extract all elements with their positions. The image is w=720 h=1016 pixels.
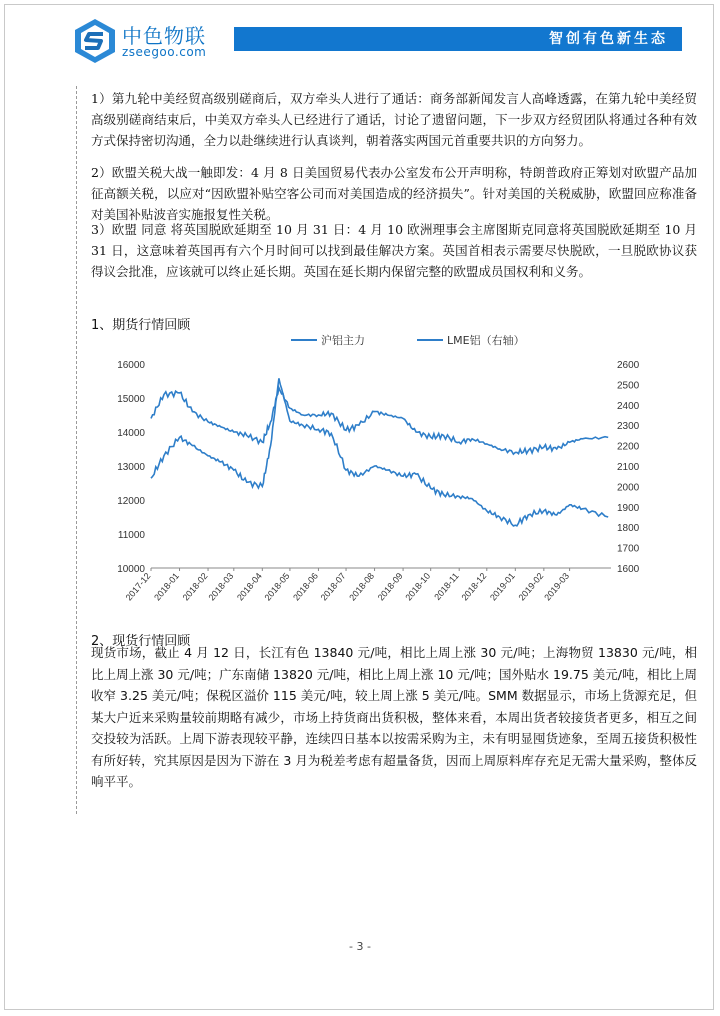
news-item-1: 1）第九轮中美经贸高级别磋商后，双方牵头人进行了通话：商务部新闻发言人高峰透露，在第九轮中美经贸高级别磋商结束后，中美双方牵头人已经进行了通话，讨论了遗留问题，下一步双方经贸团队将通过各种有效方式保持密切沟通，全力以赴继续进行认真谈判，朝着落实两国元首重要共识的方向努力。 — [91, 91, 697, 148]
y-right-tick-label: 2000 — [617, 482, 640, 494]
y-left-tick-label: 15000 — [117, 394, 145, 405]
y-right-tick-label: 2100 — [617, 462, 640, 473]
x-tick-label: 2018-06 — [291, 570, 320, 603]
y-left-tick-label: 14000 — [117, 428, 145, 439]
y-right-tick-label: 1900 — [617, 502, 640, 514]
x-tick-label: 2018-07 — [318, 570, 348, 603]
section-title-futures: 1、期货行情回顾 — [91, 318, 191, 333]
x-tick-label: 2019-03 — [542, 570, 572, 603]
x-tick-label: 2019-02 — [516, 570, 546, 603]
futures-chart — [91, 328, 651, 608]
series-line-shfe — [151, 388, 608, 454]
y-right-tick-label: 2600 — [617, 360, 640, 371]
y-right-tick-label: 1700 — [617, 543, 640, 555]
logo-text-en: zseegoo.com — [122, 45, 207, 59]
y-right-tick-label: 1800 — [617, 523, 640, 535]
x-tick-label: 2018-08 — [347, 570, 377, 603]
logo-text-cn: 中色物联 — [122, 24, 206, 48]
x-tick-label: 2017-12 — [123, 570, 153, 603]
x-tick-label: 2018-02 — [180, 570, 210, 603]
x-tick-label: 2018-03 — [206, 570, 236, 603]
section-title-spot: 2、现货行情回顾 — [91, 634, 191, 649]
y-right-tick-label: 2400 — [617, 400, 640, 412]
legend-label: 沪铝主力 — [321, 334, 365, 347]
y-left-tick-label: 16000 — [117, 360, 145, 371]
x-tick-label: 2018-12 — [459, 570, 489, 603]
legend-label: LME铝（右轴） — [447, 334, 525, 347]
logo-icon — [72, 18, 118, 64]
x-tick-label: 2018-01 — [152, 570, 182, 603]
x-tick-label: 2019-01 — [487, 570, 517, 603]
header-slogan: 智创有色新生态 — [234, 27, 682, 51]
spot-market-text: 现货市场，截止 4 月 12 日，长江有色 13840 元/吨，相比上周上涨 30 元/吨；上海物贸 13830 元/吨，相比上周上涨 30 元/吨；广东南储 13820 元/吨，相比上周上涨 10 元/吨；国外贴水 19.75 美元/吨，相比上周收窄 3.25 美元/吨；保税区溢价 115 美元/吨，较上周上涨 5 美元/吨。SMM 数据显示，市场上货源充足，但某大户近来采购量较前期略有减少，市场上持货商出货积极，整体来看，本周出货者较接货者更多，相互之间交投较为活跃。上周下游表现较平静，连续四日基本以按需采购为主，未有明显囤货迹象，至周五接货积极性有所好转，究其原因是因为下游在 3 月为税差考虑有超量备货，因而上周原料库存充足无需大量采购，整体反响平平。 — [91, 645, 697, 789]
x-tick-label: 2018-04 — [234, 570, 264, 603]
series-line-lme — [151, 378, 608, 526]
y-right-tick-label: 1600 — [617, 564, 640, 575]
page-number: - 3 - — [349, 940, 371, 953]
y-right-tick-label: 2300 — [617, 421, 640, 433]
x-tick-label: 2018-11 — [432, 570, 461, 603]
y-left-tick-label: 12000 — [117, 496, 145, 507]
y-left-tick-label: 13000 — [117, 462, 145, 473]
y-right-tick-label: 2200 — [617, 441, 640, 453]
y-right-tick-label: 2500 — [617, 380, 640, 392]
futures-line-chart — [91, 328, 651, 608]
x-tick-label: 2018-10 — [403, 570, 433, 603]
y-left-tick-label: 11000 — [117, 530, 145, 541]
x-tick-label: 2018-09 — [375, 570, 405, 603]
logo — [72, 18, 222, 64]
y-left-tick-label: 10000 — [117, 564, 145, 575]
news-item-2: 2）欧盟关税大战一触即发：4 月 8 日美国贸易代表办公室发布公开声明称，特朗普政府正筹划对欧盟产品加征高额关税，以应对“因欧盟补贴空客公司而对美国造成的经济损失”。针对美国的关税威胁，欧盟回应称准备对美国补贴波音实施报复性关税。 — [91, 165, 697, 222]
news-item-3: 3）欧盟 同意 将英国脱欧延期至 10 月 31 日：4 月 10 欧洲理事会主席图斯克同意将英国脱欧延期至 10 月 31 日，这意味着英国再有六个月时间可以找到最佳解决方案。英国首相表示需要尽快脱欧，一旦脱欧协议获得议会批准，应该就可以终止延长期。英国在延长期内保留完整的欧盟成员国权利和义务。 — [91, 222, 697, 279]
x-tick-label: 2018-05 — [262, 570, 292, 603]
content-area — [76, 86, 697, 814]
